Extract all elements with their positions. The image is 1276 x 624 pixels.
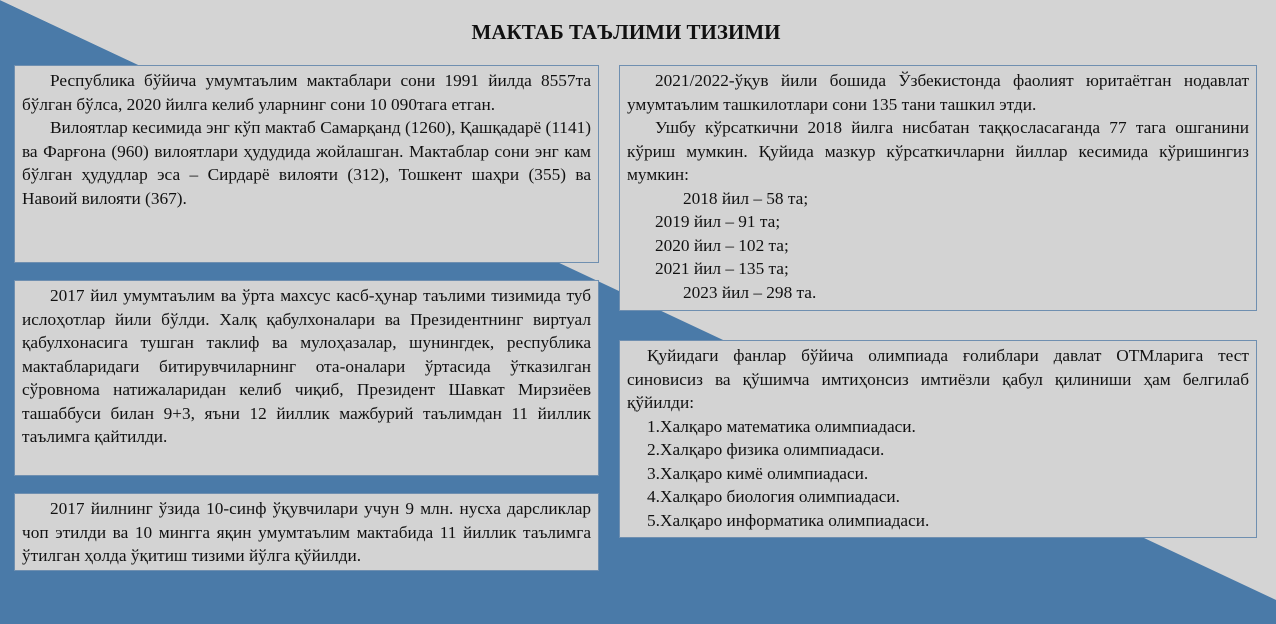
textbooks-text: 2017 йилнинг ўзида 10-синф ўқувчилари учун 9 млн. нусха дарсликлар чоп этилди ва 10 мингга яқин умумтаълим мактабида 11 йиллик таълимга ўтилган ҳолда ўқитиш тизими йўлга қўйилди. — [22, 499, 591, 565]
olympiad-item: 3.Халқаро кимё олимпиадаси. — [647, 463, 869, 483]
year-item: 2023 йил – 298 та. — [683, 282, 817, 302]
page-title: МАКТАБ ТАЪЛИМИ ТИЗИМИ — [471, 20, 781, 44]
olympiad-item: 5.Халқаро информатика олимпиадаси. — [647, 510, 930, 530]
regions-text: Вилоятлар кесимида энг кўп мактаб Самарқанд (1260), Қашқадарё (1141) ва Фарғона (960) вилоятлари ҳудудида жойлашган. Мактаблар сони энг кам бўлган ҳудудлар эса – Сирдарё вилояти (312), Тошкент шаҳри (355) ва Навоий вилояти (367). — [22, 118, 591, 208]
private-schools-text: 2021/2022-ўқув йили бошида Ўзбекистонда фаолият юритаётган нодавлат умумтаълим ташкилотлари сони 135 тани ташкил этди. — [627, 71, 1249, 114]
reform-2017-box — [14, 280, 599, 476]
reform-2017-text: 2017 йил умумтаълим ва ўрта махсус касб-ҳунар таълими тизимида туб ислоҳотлар йили бўлди. Халқ қабулхоналари ва Президентнинг виртуал қабулхонасига тушган таклиф ва мулоҳазалар, шунингдек, республика мактабларидаги битирувчиларнинг ота-оналари ўртасида ўтказилган сўровнома натижаларидан келиб чиқиб, Президент Шавкат Мирзиёев ташаббуси билан 9+3, яъни 12 йиллик мажбурий таълимдан 11 йиллик таълимга қайтилди. — [22, 286, 591, 446]
year-item: 2019 йил – 91 та; — [655, 212, 781, 231]
schools-count-text: Республика бўйича умумтаълим мактаблари сони 1991 йилда 8557та бўлган бўлса, 2020 йилга келиб уларнинг сони 10 090тага етган. — [22, 71, 591, 114]
comparison-text: Ушбу кўрсаткични 2018 йилга нисбатан таққосласаганда 77 тага ошганини кўриш мумкин. Қуйида мазкур кўрсаткичларни йиллар кесимида кўришингиз мумкин: — [627, 118, 1249, 184]
textbooks-box — [14, 493, 599, 571]
olympiad-item: 2.Халқаро физика олимпиадаси. — [647, 440, 885, 459]
year-item: 2018 йил – 58 та; — [683, 188, 809, 208]
schools-count-box — [14, 65, 599, 263]
year-item: 2021 йил – 135 та; — [655, 259, 789, 278]
olympiad-box — [619, 340, 1257, 538]
year-item: 2020 йил – 102 та; — [655, 235, 789, 255]
olympiad-text: Қуйидаги фанлар бўйича олимпиада ғолиблари давлат ОТМларига тест синовисиз ва қўшимча имтиҳонсиз имтиёзли қабул қилиниши ҳам белгилаб қўйилди: — [627, 346, 1249, 412]
olympiad-item: 4.Халқаро биология олимпиадаси. — [647, 487, 900, 506]
olympiad-item: 1.Халқаро математика олимпиадаси. — [647, 416, 916, 436]
private-schools-box — [619, 65, 1257, 311]
